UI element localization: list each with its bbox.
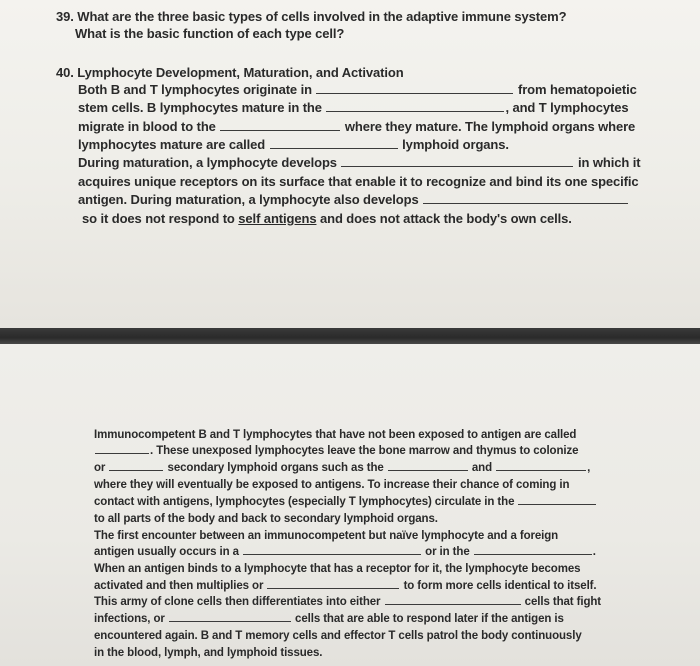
underlined-term: self antigens <box>238 211 317 226</box>
fill-blank[interactable] <box>341 165 573 167</box>
fill-blank[interactable] <box>388 469 468 471</box>
fill-blank[interactable] <box>326 110 504 112</box>
worksheet-page-bottom <box>0 344 700 666</box>
page-divider-dark-band <box>0 328 700 344</box>
part2-line-7: The first encounter between an immunocompetent but naïve lymphocyte and a foreign <box>94 530 559 542</box>
question-39-line-1: 39. What are the three basic types of cells involved in the adaptive immune system? <box>56 9 567 24</box>
fill-blank[interactable] <box>316 92 513 94</box>
part2-line-6: to all parts of the body and back to secondary lymphoid organs. <box>94 513 438 525</box>
part2-line-5: contact with antigens, lymphocytes (especially T lymphocytes) circulate in the <box>94 497 597 509</box>
part2-line-14: in the blood, lymph, and lymphoid tissues. <box>94 647 323 659</box>
q40-line-1: Both B and T lymphocytes originate in from hematopoietic <box>78 82 637 97</box>
part2-line-10: activated and then multiplies or to form more cells identical to itself. <box>94 580 597 592</box>
q40-line-4: lymphocytes mature are called lymphoid organs. <box>78 137 509 152</box>
q40-line-6: acquires unique receptors on its surface that enable it to recognize and bind its one specific <box>78 174 639 189</box>
fill-blank[interactable] <box>423 202 628 204</box>
part2-line-8: antigen usually occurs in a or in the . <box>94 546 596 558</box>
part2-line-1: Immunocompetent B and T lymphocytes that have not been exposed to antigen are called <box>94 429 577 441</box>
fill-blank[interactable] <box>243 553 421 555</box>
part2-line-3: or secondary lymphoid organs such as the and , <box>94 462 591 474</box>
question-40-title: 40. Lymphocyte Development, Maturation, and Activation <box>56 65 404 80</box>
q40-line-3: migrate in blood to the where they mature. The lymphoid organs where <box>78 119 636 134</box>
fill-blank[interactable] <box>95 452 149 454</box>
q40-line-5: During maturation, a lymphocyte develops in which it <box>78 155 641 170</box>
q40-line-7: antigen. During maturation, a lymphocyte also develops <box>78 193 629 206</box>
fill-blank[interactable] <box>169 620 291 622</box>
q40-line-8: so it does not respond to self antigens and does not attack the body's own cells. <box>82 211 572 226</box>
part2-line-4: where they will eventually be exposed to antigens. To increase their chance of coming in <box>94 479 570 491</box>
part2-line-11: This army of clone cells then differentiates into either cells that fight <box>94 596 602 608</box>
fill-blank[interactable] <box>474 553 592 555</box>
worksheet-page-top <box>0 0 700 328</box>
fill-blank[interactable] <box>518 503 596 505</box>
fill-blank[interactable] <box>267 587 399 589</box>
part2-line-9: When an antigen binds to a lymphocyte that has a receptor for it, the lymphocyte becomes <box>94 563 581 575</box>
q40-line-2: stem cells. B lymphocytes mature in the , and T lymphocytes <box>78 100 629 115</box>
fill-blank[interactable] <box>270 147 398 149</box>
fill-blank[interactable] <box>496 469 586 471</box>
question-39-line-2: What is the basic function of each type cell? <box>75 26 345 41</box>
fill-blank[interactable] <box>385 603 521 605</box>
part2-line-13: encountered again. B and T memory cells and effector T cells patrol the body continuously <box>94 630 582 642</box>
fill-blank[interactable] <box>109 469 163 471</box>
fill-blank[interactable] <box>220 129 340 131</box>
part2-line-12: infections, or cells that are able to respond later if the antigen is <box>94 613 564 625</box>
part2-line-2: . These unexposed lymphocytes leave the bone marrow and thymus to colonize <box>94 446 578 458</box>
